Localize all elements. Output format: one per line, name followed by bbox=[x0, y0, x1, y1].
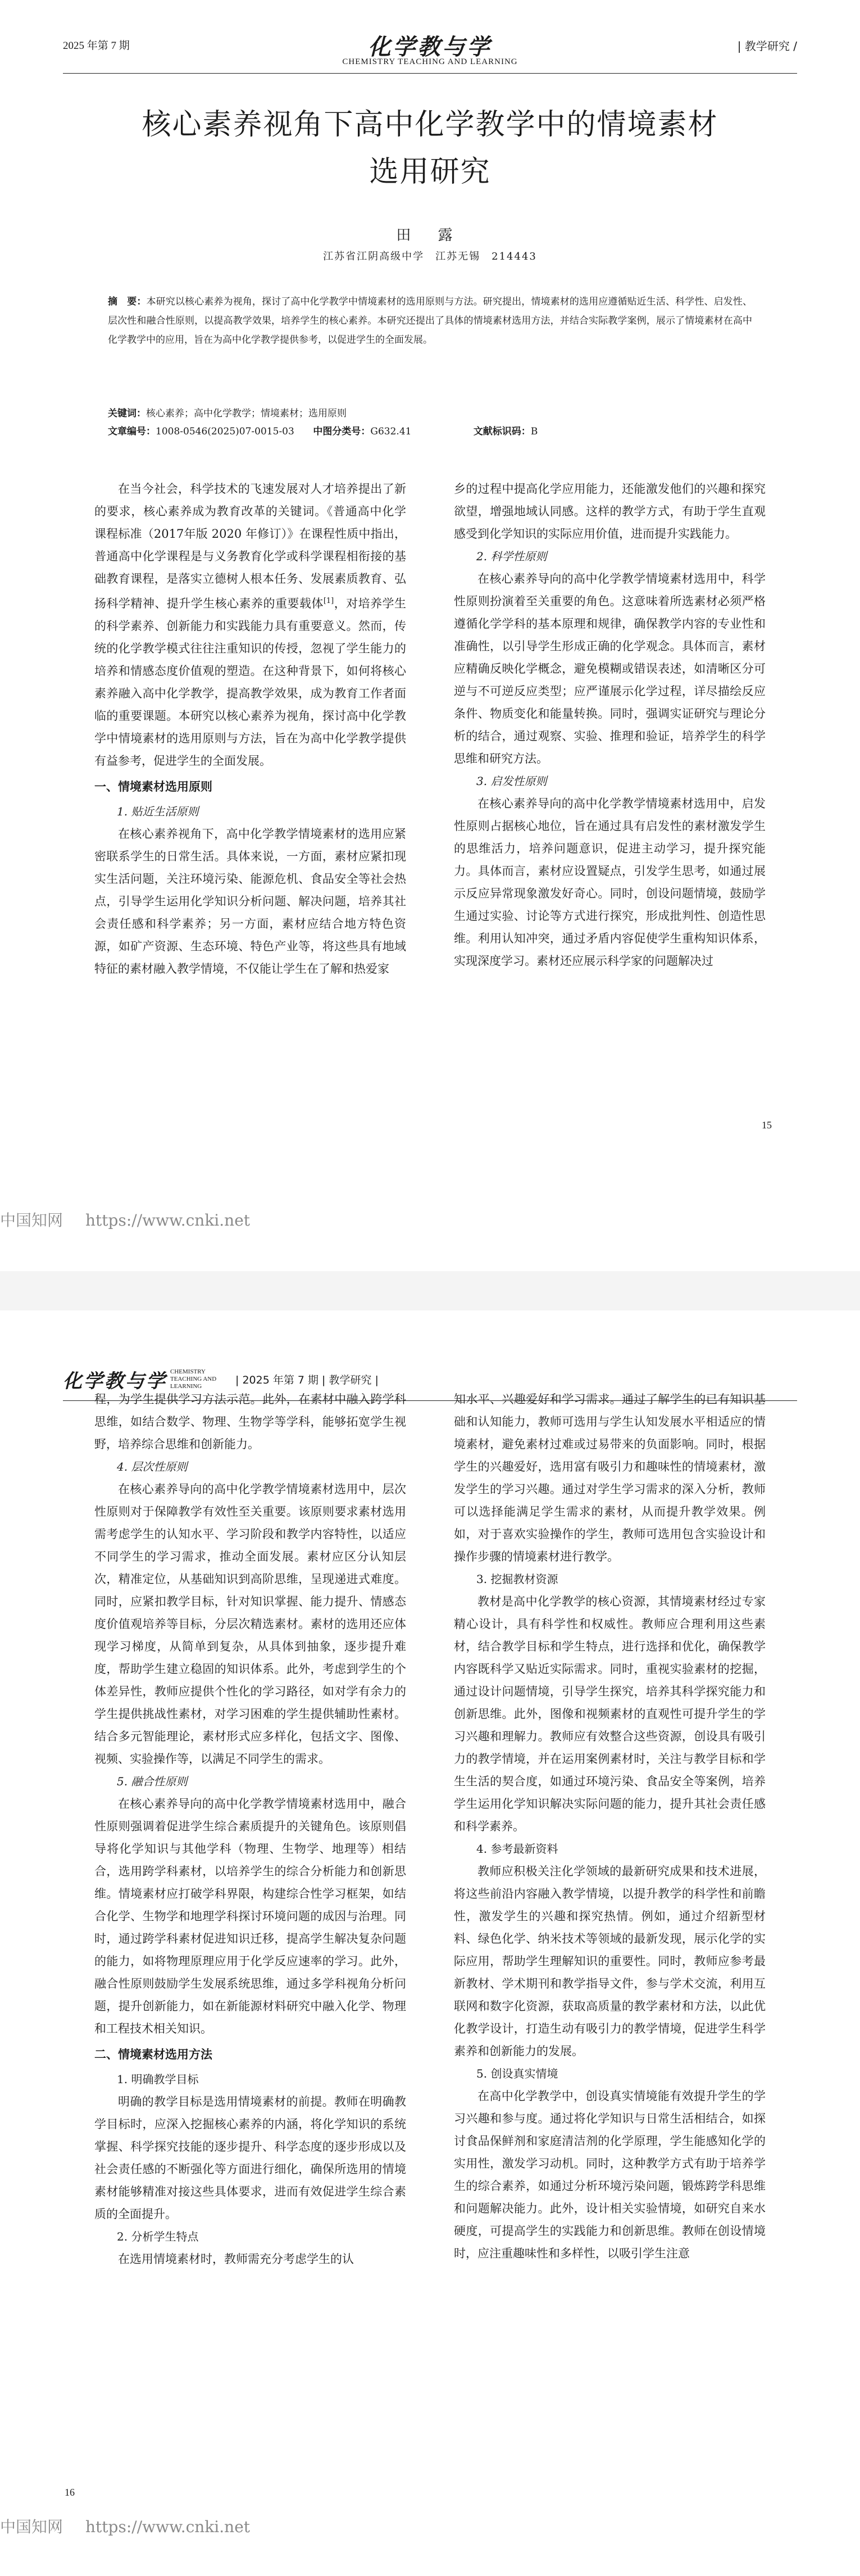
subsection-heading: 2. 分析学生特点 bbox=[117, 2230, 199, 2243]
paragraph: 明确的教学目标是选用情境素材的前提。教师在明确教学目标时，应深入挖掘核心素养的内涵，将化学知识的系统掌握、科学探究技能的逐步提升、科学态度的逐步形成以及社会责任感的不断强化等方面进行细化，确保所选用的情境素材能够精准对接这些具体要求，进而有效促进学生综合素质的全面提升。 bbox=[94, 2095, 406, 2221]
journal-logo-english: CHEMISTRY TEACHING AND LEARNING bbox=[342, 57, 518, 66]
subsection-heading: 1. 明确教学目标 bbox=[117, 2072, 199, 2086]
keywords-text: 核心素养；高中化学教学；情境素材；选用原则 bbox=[146, 408, 347, 419]
column-label: | 教学研究 / bbox=[737, 39, 797, 53]
page-number: 15 bbox=[762, 1119, 772, 1131]
journal-logo-english: CHEMISTRY TEACHING AND LEARNING bbox=[170, 1368, 217, 1390]
keywords-label: 关键词： bbox=[108, 408, 146, 419]
footer-url[interactable]: https://www.cnki.net bbox=[85, 2518, 251, 2536]
paragraph: 在核心素养导向的高中化学教学情境素材选用中，科学性原则扮演着至关重要的角色。这意味着所选素材必须严格遵循化学学科的基本原理和规律，确保教学内容的专业性和准确性，以引导学生形成正确的化学观念。具体而言，素材应精确反映化学概念，避免模糊或错误表述，如清晰区分可逆与不可逆反应类型；应严谨展示化学过程，详尽描绘反应条件、物质变化和能量转换。同时，强调实证研究与理论分析的结合，通过观察、实验、推理和验证，培养学生的科学思维和研究方法。 bbox=[454, 572, 766, 765]
section-1-heading: 一、情境素材选用原则 bbox=[94, 780, 212, 793]
article-title bbox=[63, 101, 797, 196]
paragraph: 乡的过程中提高化学应用能力，还能激发他们的兴趣和探究欲望，增强地域认同感。这样的教学方式，有助于学生直观感受到化学知识的实际应用价值，进而提升实践能力。 bbox=[454, 482, 766, 541]
subsection-heading: 2. 科学性原则 bbox=[476, 550, 547, 563]
subsection-1-1-heading: 1. 贴近生活原则 bbox=[117, 805, 199, 818]
abstract bbox=[108, 292, 752, 350]
doc-code: B bbox=[530, 426, 538, 437]
doc-code-label: 文献标识码： bbox=[473, 426, 531, 437]
subsection-heading: 5. 融合性原则 bbox=[117, 1775, 188, 1788]
left-column bbox=[94, 1388, 406, 2270]
page-number: 16 bbox=[65, 2487, 75, 2498]
paragraph: 在核心素养导向的高中化学教学情境素材选用中，层次性原则对于保障教学有效性至关重要。该原则要求素材选用需考虑学生的认知水平、学习阶段和教学内容特性，以适应不同学生的学习需求，推动全面发展。素材应区分认知层次，精准定位，从基础知识到高阶思维，呈现递进式难度。同时，应紧扣教学目标，针对知识掌握、能力提升、情感态度价值观培养等目标，分层次精选素材。素材的选用还应体现学习梯度，从简单到复杂，从具体到抽象，逐步提升难度，帮助学生建立稳固的知识体系。此外，考虑到学生的个体差异性，教师应提供个性化的学习路径，如对学有余力的学生提供挑战性素材，对学习困难的学生提供辅助性素材。结合多元智能理论，素材形式应多样化，包括文字、图像、视频、实验操作等，以满足不同学生的需求。 bbox=[94, 1482, 406, 1766]
subsection-heading: 3. 启发性原则 bbox=[476, 774, 547, 788]
paragraph: 教师应积极关注化学领域的最新研究成果和技术进展，将这些前沿内容融入教学情境，以提升教学的科学性和前瞻性，激发学生的兴趣和探究热情。例如，通过介绍新型材料、绿色化学、纳米技术等领域的最新发现，展示化学的实际应用，帮助学生理解知识的重要性。同时，教师应参考最新教材、学术期刊和教学指导文件，参与学术交流，利用互联网和数字化资源，获取高质量的教学素材和方法，以此优化教学设计，打造生动有吸引力的教学情境，促进学生科学素养和创新能力的发展。 bbox=[454, 1865, 766, 2058]
clc-code: G632.41 bbox=[370, 426, 412, 437]
citation-mark: [1] bbox=[323, 597, 334, 605]
abstract-label: 摘 要： bbox=[108, 296, 147, 307]
intro-paragraph bbox=[94, 478, 406, 772]
paragraph: 在核心素养导向的高中化学教学情境素材选用中，融合性原则强调着促进学生综合素质提升的关键角色。该原则倡导将化学知识与其他学科（物理、生物学、地理等）相结合，选用跨学科素材，以培养学生的综合分析能力和创新思维。情境素材应打破学科界限，构建综合性学习框架，如结合化学、生物学和地理学科探讨环境问题的成因与治理。同时，通过跨学科素材促进知识迁移，提高学生解决复杂问题的能力，如将物理原理应用于化学反应速率的学习。此外，融合性原则鼓励学生发展系统思维，通过多学科视角分析问题，提升创新能力，如在新能源材料研究中融入化学、物理和工程技术相关知识。 bbox=[94, 1797, 406, 2035]
journal-logo: 化学教与学 bbox=[368, 34, 492, 60]
article-meta bbox=[108, 405, 752, 441]
paragraph: 在核心素养导向的高中化学教学情境素材选用中，启发性原则占据核心地位，旨在通过具有启发性的素材激发学生的思维活力，培养问题意识，促进主动学习，提升探究能力。具体而言，素材应设置疑点，引发学生思考，如通过展示反应异常现象激发好奇心。同时，创设问题情境，鼓励学生通过实验、讨论等方式进行探究，形成批判性、创造性思维。利用认知冲突，通过矛盾内容促使学生重构知识体系，实现深度学习。素材还应展示科学家的问题解决过 bbox=[454, 797, 766, 968]
issue-label: 2025 年第 7 期 bbox=[63, 40, 130, 52]
subsection-heading: 5. 创设真实情境 bbox=[476, 2067, 558, 2080]
title-line-1: 核心素养视角下高中化学教学中的情境素材 bbox=[142, 108, 718, 142]
paragraph: 在选用情境素材时，教师需充分考虑学生的认 bbox=[118, 2252, 354, 2266]
paragraph: 程，为学生提供学习方法示范。此外，在素材中融入跨学科思维，如结合数学、物理、生物学等学科，能够拓宽学生视野，培养综合思维和创新能力。 bbox=[94, 1393, 406, 1451]
article-ids-row bbox=[108, 423, 752, 441]
subsection-heading: 3. 挖掘教材资源 bbox=[476, 1572, 558, 1586]
footer-url[interactable]: https://www.cnki.net bbox=[85, 1211, 251, 1230]
issue-column-label: | 2025 年第 7 期 | 教学研究 | bbox=[235, 1374, 379, 1386]
cnki-footer bbox=[0, 2515, 272, 2537]
journal-logo: 化学教与学 bbox=[63, 1370, 167, 1393]
title-line-2: 选用研究 bbox=[369, 155, 491, 189]
page-separator bbox=[0, 1271, 860, 1310]
keywords-row bbox=[108, 405, 752, 423]
intro-text-cont: ，对培养学生的科学素养、创新能力和实践能力具有重要意义。然而，传统的化学教学模式往往注重知识的传授，忽视了学生能力的培养和情感态度价值观的塑造。在这种背景下，如何将核心素养融入高中化学教学，提高教学效果，成为教育工作者面临的重要课题。本研究以核心素养为视角，探讨高中化学教学中情境素材的选用原则与方法，旨在为高中化学教学提供有益参考，促进学生的全面发展。 bbox=[94, 597, 407, 768]
body-columns-page-2 bbox=[94, 1388, 766, 2489]
article-no-label: 文章编号： bbox=[108, 426, 156, 437]
article-no: 1008-0546(2025)07-0015-03 bbox=[156, 426, 294, 437]
right-column bbox=[454, 1388, 766, 2265]
author-name: 田 露 bbox=[396, 227, 464, 244]
subsection-heading: 4. 参考最新资料 bbox=[476, 1842, 558, 1856]
footer-brand: 中国知网 bbox=[0, 1211, 63, 1230]
footer-brand: 中国知网 bbox=[0, 2518, 63, 2536]
author-affiliation: 江苏省江阴高级中学 江苏无锡 214443 bbox=[323, 251, 537, 262]
section-2-heading: 二、情境素材选用方法 bbox=[94, 2048, 212, 2061]
right-column bbox=[454, 478, 766, 972]
subsection-heading: 4. 层次性原则 bbox=[117, 1460, 188, 1473]
paragraph: 教材是高中化学教学的核心资源，其情境素材经过专家精心设计，具有科学性和权威性。教师应合理利用这些素材，结合教学目标和学生特点，进行选择和优化，确保教学内容既科学又贴近实际需求。同时，重视实验素材的挖掘，通过设计问题情境，引导学生探究，培养其科学探究能力和创新思维。此外，图像和视频素材的直观性可提升学生的学习兴趣和理解力。教师应有效整合这些资源，创设具有吸引力的教学情境，并在运用案例素材时，关注与教学目标和学生生活的契合度，如通过环境污染、食品安全等案例，培养学生运用化学知识解决实际问题的能力，提升其社会责任感和科学素养。 bbox=[454, 1595, 766, 1833]
intro-text: 在当今社会，科学技术的飞速发展对人才培养提出了新的要求，核心素养成为教育改革的关键词。《普通高中化学课程标准（2017年版 2020 年修订）》在课程性质中指出，普通高中化学课程是与义务教育化学或科学课程相衔接的基础教育课程，是落实立德树人根本任务、发展素质教育、弘扬科学精神、提升学生核心素养的重要载体 bbox=[94, 482, 406, 610]
body-columns-page-1 bbox=[94, 478, 766, 1169]
paragraph: 知水平、兴趣爱好和学习需求。通过了解学生的已有知识基础和认知能力，教师可选用与学生认知发展水平相适应的情境素材，避免素材过难或过易带来的负面影响。同时，根据学生的兴趣爱好，选用富有吸引力和趣味性的情境素材，激发学生的学习兴趣。通过对学生学习需求的深入分析，教师可以选择能满足学生需求的素材，从而提升教学效果。例如，对于喜欢实验操作的学生，教师可选用包含实验设计和操作步骤的情境素材进行教学。 bbox=[454, 1393, 766, 1563]
left-column bbox=[94, 478, 406, 980]
cnki-footer bbox=[0, 1208, 272, 1231]
paragraph: 在高中化学教学中，创设真实情境能有效提升学生的学习兴趣和参与度。通过将化学知识与日常生活相结合，如探讨食品保鲜剂和家庭清洁剂的化学原理，学生能感知化学的实用性，激发学习动机。同时，这种教学方式有助于培养学生的综合素养，如通过分析环境污染问题，锻炼跨学科思维和问题解决能力。此外，设计相关实验情境，如研究自来水硬度，可提高学生的实践能力和创新思维。教师在创设情境时，应注重趣味性和多样性，以吸引学生注意 bbox=[454, 2089, 766, 2260]
header-rule bbox=[63, 73, 797, 74]
abstract-text: 本研究以核心素养为视角，探讨了高中化学教学中情境素材的选用原则与方法。研究提出，情境素材的选用应遵循贴近生活、科学性、启发性、层次性和融合性原则，以提高教学效果，培养学生的核心素养。本研究还提出了具体的情境素材选用方法，并结合实际教学案例，展示了情境素材在高中化学教学中的应用，旨在为高中化学教学提供参考，以促进学生的全面发展。 bbox=[108, 296, 753, 346]
journal-header bbox=[63, 29, 797, 69]
clc-label: 中图分类号： bbox=[313, 426, 371, 437]
paragraph: 在核心素养视角下，高中化学教学情境素材的选用应紧密联系学生的日常生活。具体来说，一方面，素材应紧扣现实生活问题，关注环境污染、能源危机、食品安全等社会热点，引导学生运用化学知识分析问题、解决问题，培养其社会责任感和科学素养；另一方面，素材应结合地方特色资源，如矿产资源、生态环境、特色产业等，将这些具有地域特征的素材融入教学情境，不仅能让学生在了解和热爱家 bbox=[94, 827, 406, 976]
